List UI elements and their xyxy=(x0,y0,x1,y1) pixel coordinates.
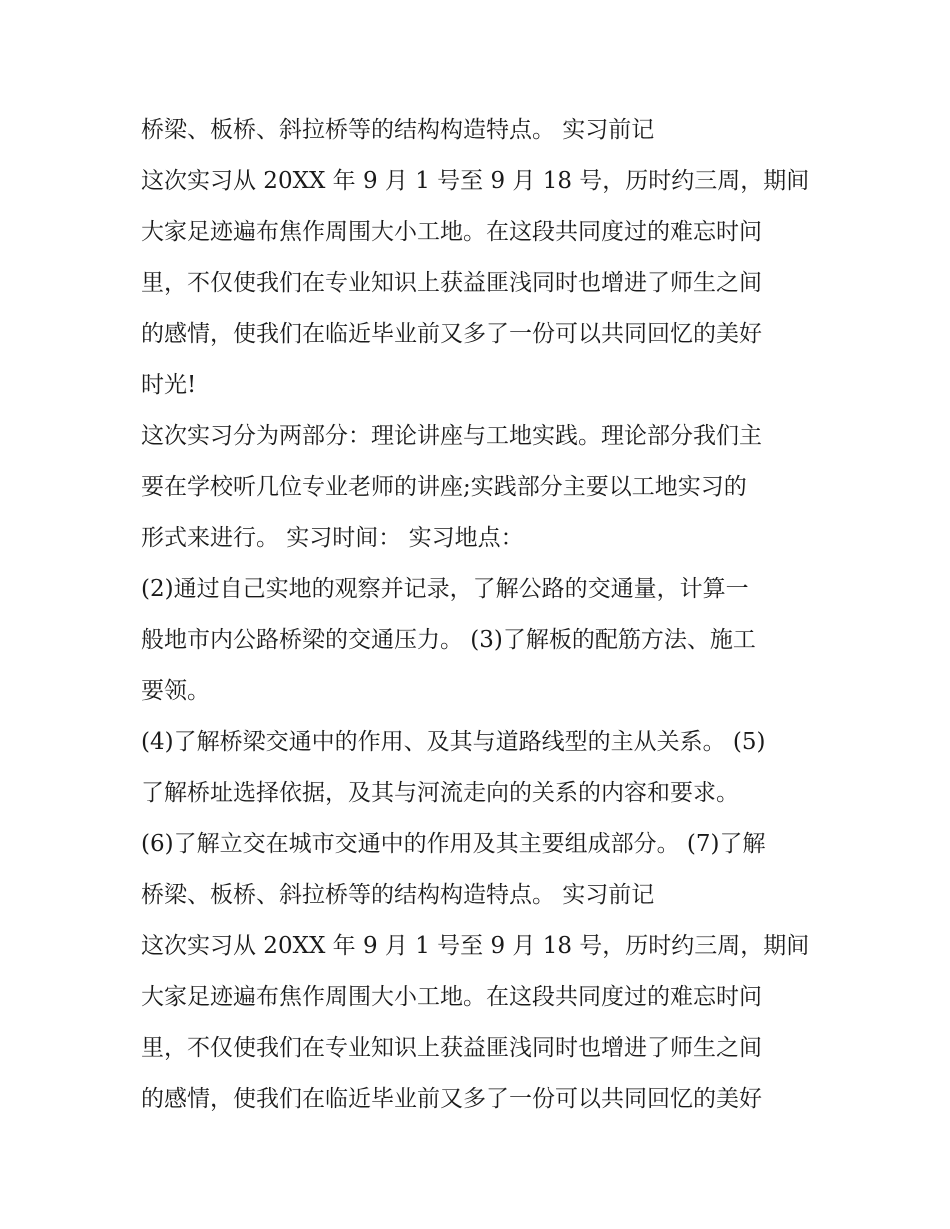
text-line: 这次实习从 20XX 年 9 月 1 号至 9 月 18 号，历时约三周，期间 xyxy=(141,168,810,194)
text-line: 桥梁、板桥、斜拉桥等的结构构造特点。 实习前记 xyxy=(141,882,655,908)
text-line: 的感情，使我们在临近毕业前又多了一份可以共同回忆的美好 xyxy=(141,321,762,347)
text-line: 般地市内公路桥梁的交通压力。 (3)了解板的配筋方法、施工 xyxy=(141,627,756,653)
text-line: 了解桥址选择依据，及其与河流走向的关系的内容和要求。 xyxy=(141,780,739,806)
body-text xyxy=(141,105,821,1125)
text-line: 要领。 xyxy=(141,678,210,704)
text-line: 里，不仅使我们在专业知识上获益匪浅同时也增进了师生之间 xyxy=(141,1035,762,1061)
text-line: 时光! xyxy=(141,372,197,398)
text-line: 这次实习分为两部分：理论讲座与工地实践。理论部分我们主 xyxy=(141,423,762,449)
text-line: (4)了解桥梁交通中的作用、及其与道路线型的主从关系。 (5) xyxy=(141,729,766,755)
text-line: 桥梁、板桥、斜拉桥等的结构构造特点。 实习前记 xyxy=(141,117,655,143)
text-line: 这次实习从 20XX 年 9 月 1 号至 9 月 18 号，历时约三周，期间 xyxy=(141,933,810,959)
text-line: 要在学校听几位专业老师的讲座;实践部分主要以工地实习的 xyxy=(141,474,747,500)
text-line: 里，不仅使我们在专业知识上获益匪浅同时也增进了师生之间 xyxy=(141,270,762,296)
text-line: 大家足迹遍布焦作周围大小工地。在这段共同度过的难忘时问 xyxy=(141,219,762,245)
text-line: (2)通过自己实地的观察并记录，了解公路的交通量，计算一 xyxy=(141,576,749,602)
text-line: 大家足迹遍布焦作周围大小工地。在这段共同度过的难忘时问 xyxy=(141,984,762,1010)
text-line: (6)了解立交在城市交通中的作用及其主要组成部分。 (7)了解 xyxy=(141,831,766,857)
text-line: 形式来进行。 实习时间： 实习地点： xyxy=(141,525,524,551)
text-line: 的感情，使我们在临近毕业前又多了一份可以共同回忆的美好 xyxy=(141,1086,762,1112)
